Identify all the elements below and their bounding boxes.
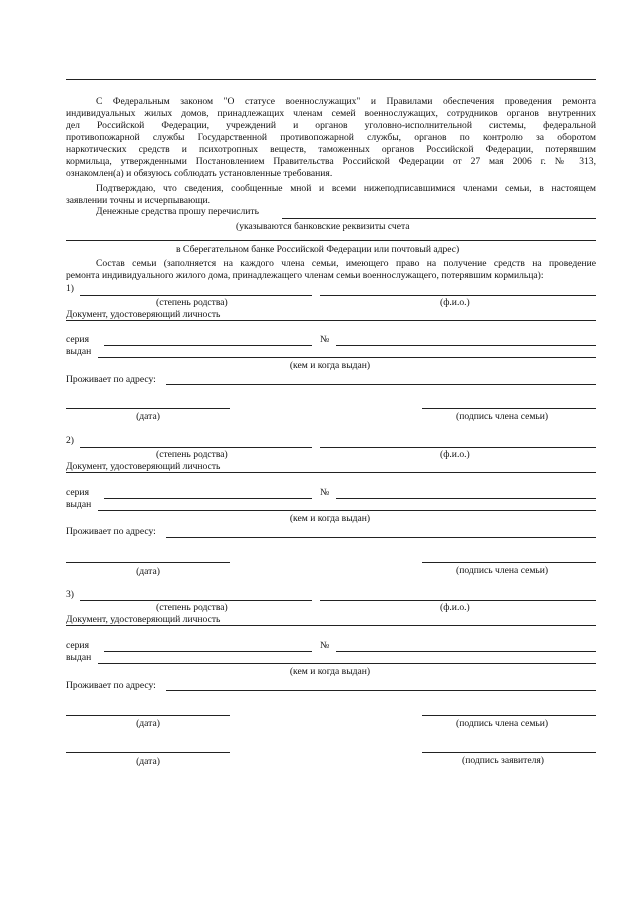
funds-label: Денежные средства прошу перечислить <box>96 206 259 217</box>
member-3-relation-field[interactable] <box>80 600 312 601</box>
member-3-issued-field[interactable] <box>98 663 596 664</box>
member-3-issued-hint: (кем и когда выдан) <box>289 666 371 677</box>
member-3-date-label: (дата) <box>136 718 160 729</box>
confirm-line-2: заявлении точны и исчерпывающи. <box>66 195 211 206</box>
member-2-number-label: № <box>320 487 330 498</box>
member-3-number-label: № <box>320 640 330 651</box>
family-line-2: ремонта индивидуального жилого дома, принадлежащего членам семьи военнослужащего, потерявшим кормильца): <box>66 270 544 281</box>
applicant-sign-field[interactable] <box>422 752 596 753</box>
member-2-address-label: Проживает по адресу: <box>66 526 156 537</box>
member-1-issued-hint: (кем и когда выдан) <box>289 360 371 371</box>
top-rule <box>66 79 596 80</box>
member-2-fio-label: (ф.и.о.) <box>440 449 470 460</box>
member-1-sign-label: (подпись члена семьи) <box>456 411 549 422</box>
member-2-series-field[interactable] <box>104 498 312 499</box>
intro-line-4: противопожарной службы Государственной противопожарной службы, органов по контролю за оборотом <box>66 132 596 143</box>
member-3-document-label: Документ, удостоверяющий личность <box>66 614 221 625</box>
member-1-number: 1) <box>66 283 74 294</box>
member-2-relation-label: (степень родства) <box>156 449 228 460</box>
member-3-sign-label: (подпись члена семьи) <box>456 718 549 729</box>
confirm-line-1: Подтверждаю, что сведения, сообщенные мной и всеми нижеподписавшимися членами семьи, в настоящем <box>96 183 596 194</box>
member-2-series-label: серия <box>66 487 89 498</box>
intro-line-1: С Федеральным законом "О статусе военнослужащих" и Правилами обеспечения проведения ремонта <box>96 96 596 107</box>
intro-line-7: ознакомлен(а) и обязуюсь соблюдать установленные требования. <box>66 168 333 179</box>
member-2-document-field[interactable] <box>66 472 596 473</box>
intro-line-3: дел Российской Федерации, учреждений и органов уголовно-исполнительной системы, федеральной <box>66 120 596 131</box>
member-3-number: 3) <box>66 589 74 600</box>
member-1-document-field[interactable] <box>66 320 596 321</box>
member-3-series-field[interactable] <box>104 651 312 652</box>
member-1-number-field[interactable] <box>336 345 596 346</box>
member-1-date-label: (дата) <box>136 411 160 422</box>
applicant-date-label: (дата) <box>136 756 160 767</box>
member-1-issued-field[interactable] <box>98 357 596 358</box>
member-1-address-label: Проживает по адресу: <box>66 374 156 385</box>
member-1-series-field[interactable] <box>104 345 312 346</box>
member-2-date-field[interactable] <box>66 562 230 563</box>
member-3-document-field[interactable] <box>66 625 596 626</box>
member-3-fio-field[interactable] <box>320 600 596 601</box>
member-1-fio-field[interactable] <box>320 295 596 296</box>
member-2-sign-label: (подпись члена семьи) <box>456 565 549 576</box>
member-1-document-label: Документ, удостоверяющий личность <box>66 309 221 320</box>
account-line[interactable] <box>66 240 596 241</box>
bank-hint: в Сберегательном банке Российской Федерации или почтовый адрес) <box>176 244 460 255</box>
member-3-date-field[interactable] <box>66 715 230 716</box>
member-1-sign-field[interactable] <box>422 408 596 409</box>
member-2-date-label: (дата) <box>136 566 160 577</box>
member-2-document-label: Документ, удостоверяющий личность <box>66 461 221 472</box>
member-3-number-field[interactable] <box>336 651 596 652</box>
member-1-fio-label: (ф.и.о.) <box>440 297 470 308</box>
intro-line-6: кормильца, утвержденными Постановлением Правительства Российской Федерации от 27 мая 2006 г. № 313, <box>66 156 596 167</box>
member-1-date-field[interactable] <box>66 408 230 409</box>
member-1-issued-label: выдан <box>66 346 92 357</box>
funds-hint: (указываются банковские реквизиты счета <box>236 221 410 232</box>
member-2-issued-label: выдан <box>66 499 92 510</box>
member-3-address-field[interactable] <box>166 690 596 691</box>
funds-line[interactable] <box>282 218 596 219</box>
member-2-address-field[interactable] <box>166 537 596 538</box>
member-3-series-label: серия <box>66 640 89 651</box>
member-2-fio-field[interactable] <box>320 447 596 448</box>
applicant-date-field[interactable] <box>66 752 230 753</box>
family-line-1: Состав семьи (заполняется на каждого члена семьи, имеющего право на получение средств на проведение <box>96 258 596 269</box>
member-1-address-field[interactable] <box>166 384 596 385</box>
member-1-relation-field[interactable] <box>80 295 312 296</box>
applicant-sign-label: (подпись заявителя) <box>462 755 545 766</box>
member-2-sign-field[interactable] <box>422 562 596 563</box>
intro-line-5: наркотических средств и психотропных веществ, таможенных органов Российской Федерации, потерявшим <box>66 144 596 155</box>
intro-line-2: индивидуальных жилых домов, принадлежащих членам семей военнослужащих, сотрудников органов внутренних <box>66 108 596 119</box>
member-2-issued-hint: (кем и когда выдан) <box>289 513 371 524</box>
member-1-relation-label: (степень родства) <box>156 297 228 308</box>
member-2-relation-field[interactable] <box>80 447 312 448</box>
member-3-address-label: Проживает по адресу: <box>66 680 156 691</box>
member-3-sign-field[interactable] <box>422 715 596 716</box>
member-2-number-field[interactable] <box>336 498 596 499</box>
member-3-relation-label: (степень родства) <box>156 602 228 613</box>
member-3-issued-label: выдан <box>66 652 92 663</box>
member-3-fio-label: (ф.и.о.) <box>440 602 470 613</box>
member-1-number-label: № <box>320 334 330 345</box>
member-2-number: 2) <box>66 435 74 446</box>
member-1-series-label: серия <box>66 334 89 345</box>
member-2-issued-field[interactable] <box>98 510 596 511</box>
